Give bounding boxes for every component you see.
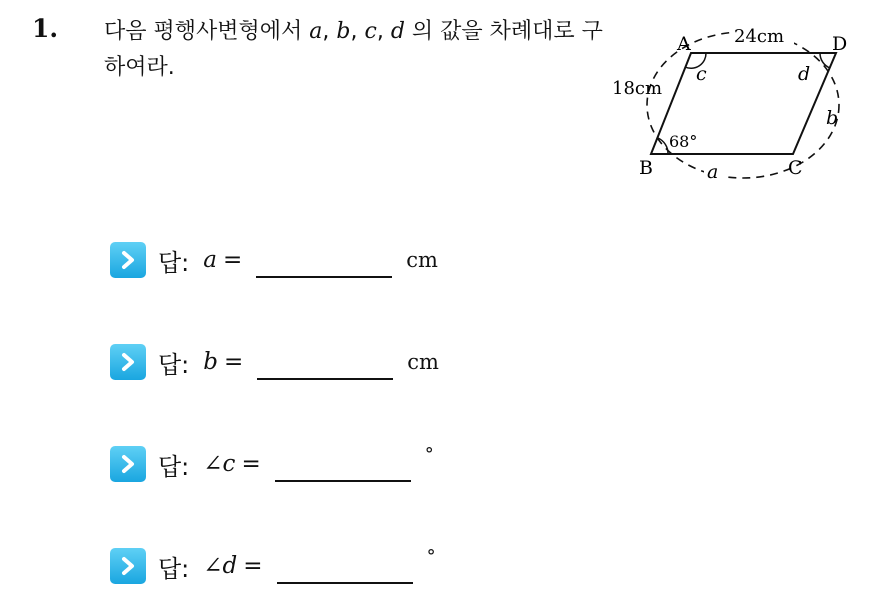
question-text: 다음 평행사변형에서 a, b, c, d 의 값을 차례대로 구하여라.	[104, 19, 603, 80]
answer-unit: cm	[406, 248, 438, 272]
angle-arc-d	[820, 53, 830, 68]
var-d-label: d	[798, 63, 811, 85]
answer-label: 답:	[158, 248, 190, 277]
var-d-inline: d	[390, 19, 405, 44]
angle-b-label: 68°	[669, 132, 698, 151]
question-text-before: 다음 평행사변형에서	[104, 19, 310, 44]
answer-blank-c[interactable]	[275, 446, 411, 482]
answer-label: 답:	[158, 452, 190, 481]
var-c-label: c	[696, 63, 707, 85]
equals-sign: =	[224, 349, 244, 375]
equals-sign: =	[241, 451, 261, 477]
answer-unit: cm	[407, 350, 439, 374]
answer-arrow-icon	[110, 242, 146, 278]
answer-blank-a[interactable]	[256, 242, 392, 278]
var-b-inline: b	[336, 19, 351, 44]
answer-row-d	[110, 546, 436, 586]
vertex-label-b: B	[639, 157, 653, 179]
parallelogram-figure	[606, 22, 870, 190]
var-b-label: b	[826, 107, 839, 129]
answer-arrow-icon	[110, 344, 146, 380]
equals-sign: =	[243, 553, 263, 579]
answer-unit: °	[424, 443, 434, 465]
equals-sign: =	[223, 247, 243, 273]
answer-variable: b	[203, 349, 219, 375]
var-c-inline: c	[364, 19, 377, 44]
side-left-label: 18cm	[612, 78, 663, 99]
vertex-label-c: C	[788, 157, 803, 179]
answer-label: 답:	[158, 554, 190, 583]
answer-row-c	[110, 444, 434, 484]
vertex-label-d: D	[832, 33, 848, 55]
answer-row-a	[110, 240, 438, 280]
answer-variable: ∠d	[203, 553, 238, 579]
question-number: 1.	[32, 14, 59, 43]
side-top-label: 24cm	[734, 26, 785, 47]
answer-variable: a	[203, 247, 217, 273]
vertex-label-a: A	[677, 33, 691, 55]
var-a-label: a	[707, 161, 719, 183]
answer-blank-d[interactable]	[277, 548, 413, 584]
answer-row-b	[110, 342, 439, 382]
answer-label: 답:	[158, 350, 190, 379]
var-a-inline: a	[309, 19, 323, 44]
answer-variable: ∠c	[203, 451, 236, 477]
question-text-after: 의 값을 차례대로 구하여라.	[104, 19, 603, 80]
answer-blank-b[interactable]	[257, 344, 393, 380]
answer-arrow-icon	[110, 548, 146, 584]
answer-arrow-icon	[110, 446, 146, 482]
answer-unit: °	[426, 545, 436, 567]
